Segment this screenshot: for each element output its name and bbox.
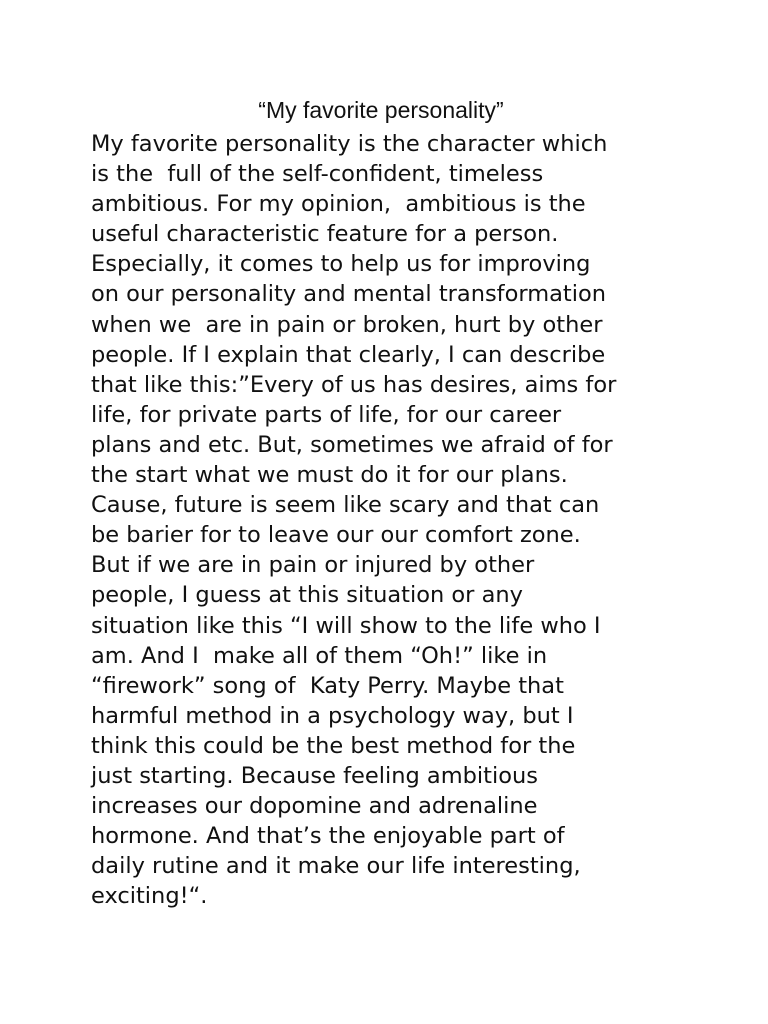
body-line: plans and etc. But, sometimes we afraid of for xyxy=(91,431,613,458)
body-line: ambitious. For my opinion, ambitious is the xyxy=(91,191,586,218)
body-line: people, I guess at this situation or any xyxy=(91,582,523,609)
body-line: when we are in pain or broken, hurt by other xyxy=(91,311,603,338)
body-line: “firework” song of Katy Perry. Maybe that xyxy=(91,672,564,699)
body-line: people. If I explain that clearly, I can describe xyxy=(91,341,606,368)
body-line: hormone. And that’s the enjoyable part of xyxy=(91,823,565,850)
body-line: daily rutine and it make our life interesting, xyxy=(91,853,581,880)
body-line: is the full of the self-confident, timeless xyxy=(91,161,544,188)
body-line: on our personality and mental transformation xyxy=(91,281,607,308)
body-line: that like this:”Every of us has desires, aims for xyxy=(91,371,617,398)
body-line: Especially, it comes to help us for improving xyxy=(91,251,591,278)
body-line: am. And I make all of them “Oh!” like in xyxy=(91,642,548,669)
body-line: harmful method in a psychology way, but I xyxy=(91,702,574,729)
body-line: the start what we must do it for our plans. xyxy=(91,462,568,489)
body-line: think this could be the best method for the xyxy=(91,732,576,759)
body-line: Cause, future is seem like scary and that can xyxy=(91,492,600,519)
body-line: exciting!“. xyxy=(91,883,208,910)
body-line: situation like this “I will show to the life who I xyxy=(91,612,601,639)
document-title-text: “My favorite personality” xyxy=(258,97,504,123)
body-line: be barier for to leave our our comfort zone. xyxy=(91,522,581,549)
document-body xyxy=(91,129,731,911)
document-title xyxy=(0,94,768,126)
body-line: just starting. Because feeling ambitious xyxy=(91,762,538,789)
body-line: My favorite personality is the character which xyxy=(91,131,608,157)
body-line: life, for private parts of life, for our career xyxy=(91,401,562,428)
body-line: increases our dopomine and adrenaline xyxy=(91,793,538,820)
body-line: useful characteristic feature for a person. xyxy=(91,221,559,248)
body-line: But if we are in pain or injured by other xyxy=(91,552,535,579)
